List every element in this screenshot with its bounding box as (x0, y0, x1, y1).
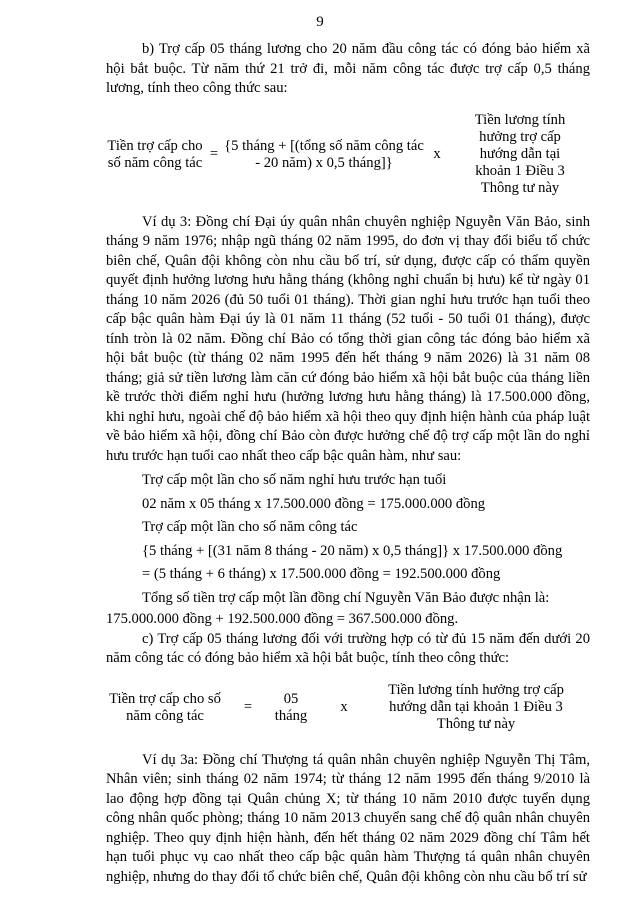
calc-line: Trợ cấp một lần cho số năm công tác (142, 519, 358, 535)
paragraph-c: c) Trợ cấp 05 tháng lương đối với trường hợp có từ đủ 15 năm đến dưới 20 năm công tác có đóng bảo hiểm xã hội bắt buộc, tính theo công thức: (106, 630, 590, 666)
calc-line: Tổng số tiền trợ cấp một lần đồng chí Nguyễn Văn Bảo được nhận là: (142, 589, 550, 606)
total-line: 175.000.000 đồng + 192.500.000 đồng = 367.500.000 đồng. (106, 611, 459, 627)
formula-2 (106, 677, 590, 739)
example-3: Ví dụ 3: Đồng chí Đại úy quân nhân chuyên nghiệp Nguyễn Văn Bảo, sinh tháng 9 năm 1976; nhập ngũ tháng 02 năm 1995, do đơn vị thay đổi biểu tổ chức biên chế, Quân đội không còn nhu cầu bố trí, sử dụng, được cấp có thẩm quyền quyết định hưởng lương hưu hằng tháng (không nghỉ chuẩn bị hưu) kể từ ngày 01 tháng 10 năm 2026 (đủ 50 tuổi 01 tháng). Thời gian nghỉ hưu trước hạn tuổi theo cấp bậc quân hàm Đại úy là 01 năm 11 tháng (52 tuổi - 50 tuổi 01 tháng), được tính tròn là 02 năm. Đồng chí Bảo có tổng thời gian công tác đóng bảo hiểm xã hội bắt buộc (từ tháng 02 năm 1995 đến hết tháng 9 năm 2026) là 31 năm 08 tháng; giả sử tiền lương làm căn cứ đóng bảo hiểm xã hội bắt buộc của tháng liền kề trước thời điểm nghỉ hưu (hưởng lương hưu hằng tháng) là 17.500.000 đồng, khi nghỉ hưu, ngoài chế độ bảo hiểm xã hội theo quy định hiện hành của pháp luật về bảo hiểm xã hội, đồng chí Bảo còn được hưởng chế độ trợ cấp một lần do nghỉ hưu trước hạn tuổi cao nhất theo cấp bậc quân hàm, như sau: (106, 213, 590, 464)
calc-line: = (5 tháng + 6 tháng) x 17.500.000 đồng = 192.500.000 đồng (142, 566, 501, 582)
formula-1-right: Tiền lương tính hưởng trợ cấp hướng dẫn tại khoản 1 Điều 3 Thông tư này (474, 112, 566, 196)
calculation-block (142, 469, 590, 610)
formula-1 (106, 109, 590, 201)
calc-line: {5 tháng + [(31 năm 8 tháng - 20 năm) x 0,5 tháng]} x 17.500.000 đồng (142, 542, 563, 559)
formula-1-middle: {5 tháng + [(tổng số năm công tác - 20 năm) x 0,5 tháng]} (224, 137, 424, 171)
formula-1-times: x (433, 146, 441, 162)
formula-2-times: x (340, 699, 348, 715)
formula-1-equals: = (209, 146, 219, 162)
calc-line: Trợ cấp một lần cho số năm nghỉ hưu trước hạn tuổi (142, 472, 447, 488)
formula-2-middle: 05 tháng (274, 690, 308, 724)
calc-line: 02 năm x 05 tháng x 17.500.000 đồng = 175.000.000 đồng (142, 495, 486, 512)
page-number: 9 (316, 14, 324, 30)
formula-1-left: Tiền trợ cấp cho số năm công tác (107, 137, 203, 171)
example-3a: Ví dụ 3a: Đồng chí Thượng tá quân nhân chuyên nghiệp Nguyễn Thị Tâm, Nhân viên; sinh tháng 02 năm 1974; từ tháng 12 năm 1995 đến tháng 9/2010 là lao động hợp đồng tại Quân chủng X; từ tháng 10 năm 2010 được tuyển dụng công nhân quốc phòng; tháng 10 năm 2013 chuyển sang chế độ quân nhân chuyên nghiệp. Theo quy định hiện hành, đến hết tháng 02 năm 2029 đồng chí Tâm hết hạn tuổi phục vụ cao nhất theo cấp bậc quân hàm Thượng tá quân nhân chuyên nghiệp, nhưng do thay đổi tổ chức biên chế, Quân đội không còn nhu cầu bố trí sử (106, 751, 590, 885)
formula-2-left: Tiền trợ cấp cho số năm công tác (109, 690, 221, 724)
formula-2-equals: = (243, 699, 253, 715)
paragraph-b: b) Trợ cấp 05 tháng lương cho 20 năm đầu công tác có đóng bảo hiểm xã hội bắt buộc. Từ năm thứ 21 trở đi, mỗi năm công tác được trợ cấp 0,5 tháng lương, tính theo công thức sau: (106, 41, 590, 96)
document-body (106, 40, 590, 887)
formula-2-right: Tiền lương tính hưởng trợ cấp hướng dẫn tại khoản 1 Điều 3 Thông tư này (388, 682, 564, 732)
